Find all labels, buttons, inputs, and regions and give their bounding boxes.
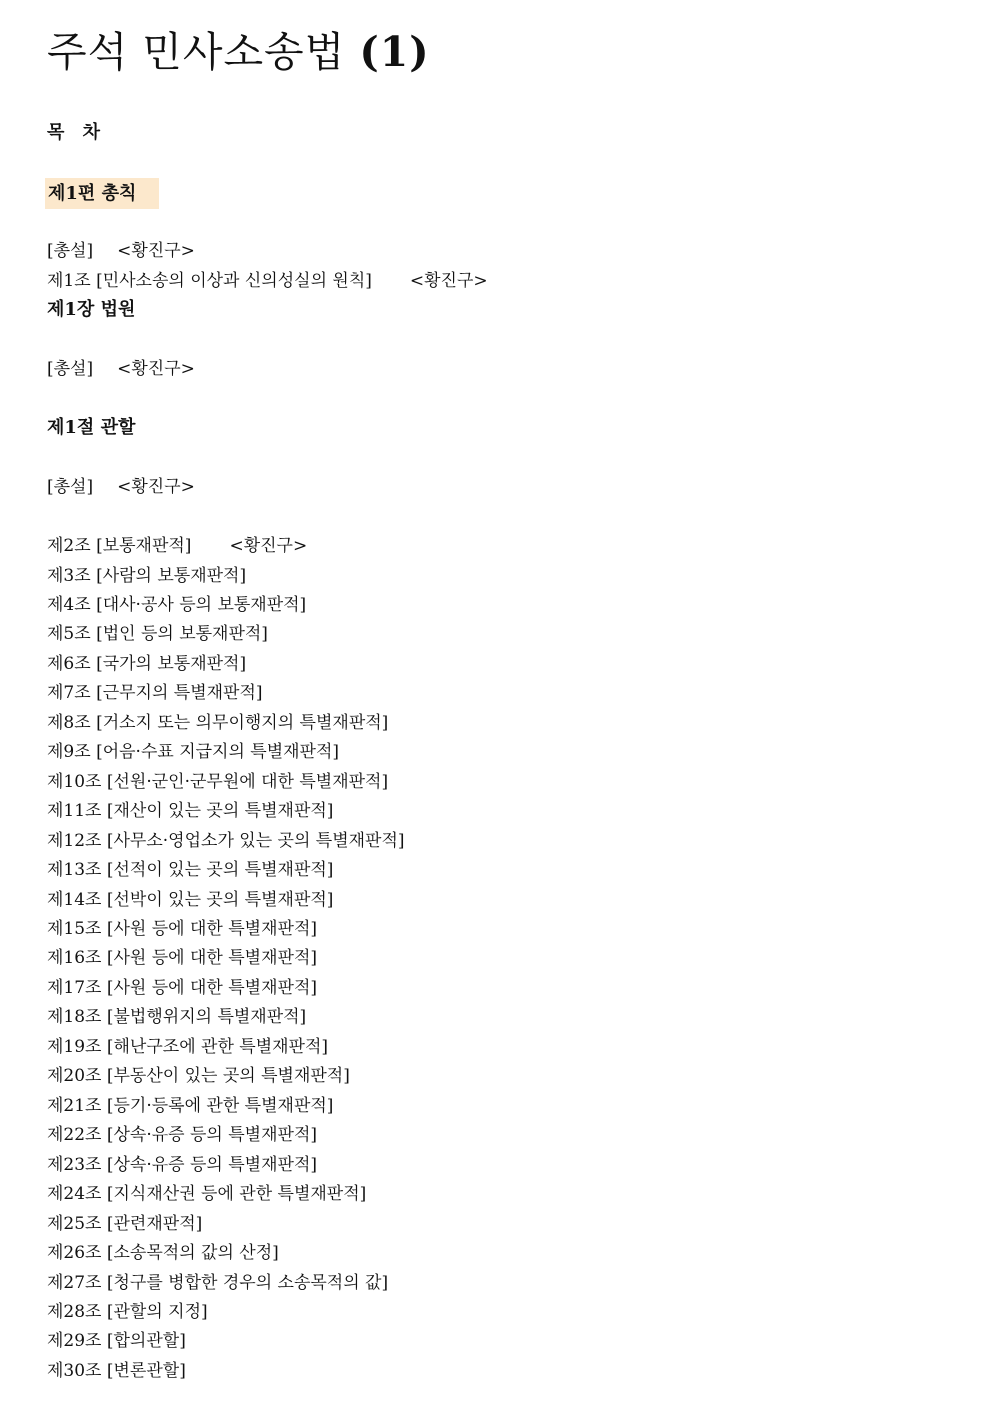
- toc-entry-article[interactable]: [47, 652, 246, 676]
- toc-entry-article[interactable]: [47, 1182, 366, 1206]
- entry-label: 제8조 [거소지 또는 의무이행지의 특별재판적]: [47, 712, 389, 733]
- entry-label: 제21조 [등기·등록에 관한 특별재판적]: [47, 1095, 334, 1116]
- document-title: [47, 22, 430, 82]
- entry-label: 제2조 [보통재판적]: [47, 536, 192, 556]
- entry-label: [총설]: [47, 477, 94, 497]
- entry-label: 제22조 [상속·유증 등의 특별재판적]: [47, 1125, 317, 1146]
- entry-label: 제12조 [사무소·영업소가 있는 곳의 특별재판적]: [47, 830, 405, 851]
- chapter-heading[interactable]: [47, 298, 135, 322]
- part-heading[interactable]: [45, 178, 159, 209]
- entry-author: <황진구>: [117, 477, 195, 497]
- entry-label: 제23조 [상속·유증 등의 특별재판적]: [47, 1154, 317, 1175]
- entry-label: 제20조 [부동산이 있는 곳의 특별재판적]: [47, 1066, 350, 1087]
- entry-label: 제1조 [민사소송의 이상과 신의성실의 원칙]: [47, 271, 372, 291]
- entry-label: 제24조 [지식재산권 등에 관한 특별재판적]: [47, 1184, 367, 1205]
- entry-label: 제15조 [사원 등에 대한 특별재판적]: [47, 919, 317, 939]
- entry-label: 제14조 [선박이 있는 곳의 특별재판적]: [47, 889, 334, 910]
- entry-label: 제29조 [합의관할]: [47, 1331, 186, 1352]
- toc-entry-article-1[interactable]: [47, 269, 488, 293]
- chapter-label: 제1장 법원: [47, 299, 136, 320]
- toc-entry-article[interactable]: [47, 593, 306, 617]
- toc-entry-article[interactable]: [47, 1094, 333, 1118]
- toc-entry-article[interactable]: [47, 711, 388, 735]
- toc-entry-article[interactable]: [47, 770, 388, 794]
- entry-author: <황진구>: [409, 271, 488, 291]
- entry-label: 제25조 [관련재판적]: [47, 1213, 203, 1234]
- toc-entry-article[interactable]: [47, 799, 333, 823]
- toc-entry-chapter-intro[interactable]: [47, 357, 195, 381]
- toc-entry-article[interactable]: [47, 1064, 350, 1088]
- toc-entry-part-intro[interactable]: [47, 239, 195, 263]
- entry-label: 제17조 [사원 등에 대한 특별재판적]: [47, 977, 317, 998]
- entry-label: 제18조 [불법행위지의 특별재판적]: [47, 1007, 307, 1028]
- entry-label: 제3조 [사람의 보통재판적]: [47, 565, 247, 586]
- section-heading[interactable]: [47, 416, 135, 440]
- entry-label: 제9조 [어음·수표 지급지의 특별재판적]: [47, 742, 340, 763]
- entry-label: 제30조 [변론관할]: [47, 1360, 186, 1381]
- toc-entry-article[interactable]: [47, 1300, 208, 1324]
- toc-entry-article[interactable]: [47, 946, 317, 970]
- entry-label: 제28조 [관할의 지정]: [47, 1302, 208, 1322]
- toc-entry-article[interactable]: [47, 740, 339, 764]
- part-label: 제1편 총칙: [48, 183, 137, 204]
- toc-entry-article[interactable]: [47, 1123, 317, 1147]
- entry-label: [총설]: [47, 241, 94, 261]
- entry-label: 제10조 [선원·군인·군무원에 대한 특별재판적]: [47, 771, 389, 792]
- entry-label: 제7조 [근무지의 특별재판적]: [47, 683, 263, 704]
- entry-label: [총설]: [47, 359, 94, 379]
- toc-entry-section-intro[interactable]: [47, 475, 195, 499]
- toc-entry-article[interactable]: [47, 829, 405, 853]
- entry-label: 제13조 [선적이 있는 곳의 특별재판적]: [47, 860, 334, 881]
- entry-label: 제27조 [청구를 병합한 경우의 소송목적의 값]: [47, 1272, 389, 1293]
- entry-label: 제16조 [사원 등에 대한 특별재판적]: [47, 948, 317, 969]
- toc-entry-article[interactable]: [47, 564, 246, 588]
- title-text: 주석 민사소송법: [47, 28, 346, 76]
- entry-author: <황진구>: [117, 359, 195, 379]
- toc-entry-article[interactable]: [47, 1005, 306, 1029]
- toc-entry-article[interactable]: [47, 976, 317, 1000]
- toc-entry-article[interactable]: [47, 858, 333, 882]
- entry-label: 제11조 [재산이 있는 곳의 특별재판적]: [47, 801, 334, 822]
- toc-heading: 목 차: [47, 122, 107, 143]
- toc-entry-article[interactable]: [47, 1035, 328, 1059]
- section-label: 제1절 관할: [47, 417, 136, 438]
- entry-author: <황진구>: [229, 536, 308, 556]
- title-volume: (1): [359, 28, 430, 76]
- entry-label: 제6조 [국가의 보통재판적]: [47, 653, 247, 674]
- entry-author: <황진구>: [117, 241, 195, 261]
- toc-entry-article[interactable]: [47, 888, 333, 912]
- toc-entry-article[interactable]: [47, 1329, 186, 1353]
- toc-entry-article[interactable]: [47, 1153, 317, 1177]
- toc-entry-article[interactable]: [47, 681, 263, 705]
- toc-entry-article[interactable]: [47, 1212, 202, 1236]
- entry-label: 제26조 [소송목적의 값의 산정]: [47, 1243, 279, 1263]
- toc-entry-article[interactable]: [47, 1359, 186, 1383]
- toc-entry-article[interactable]: [47, 1271, 388, 1295]
- toc-entry-article[interactable]: [47, 917, 317, 941]
- toc-entry-article[interactable]: [47, 534, 307, 558]
- toc-entry-article[interactable]: [47, 1241, 279, 1265]
- entry-label: 제5조 [법인 등의 보통재판적]: [47, 624, 268, 645]
- toc-entry-article[interactable]: [47, 622, 268, 646]
- entry-label: 제4조 [대사·공사 등의 보통재판적]: [47, 594, 307, 615]
- entry-label: 제19조 [해난구조에 관한 특별재판적]: [47, 1036, 329, 1057]
